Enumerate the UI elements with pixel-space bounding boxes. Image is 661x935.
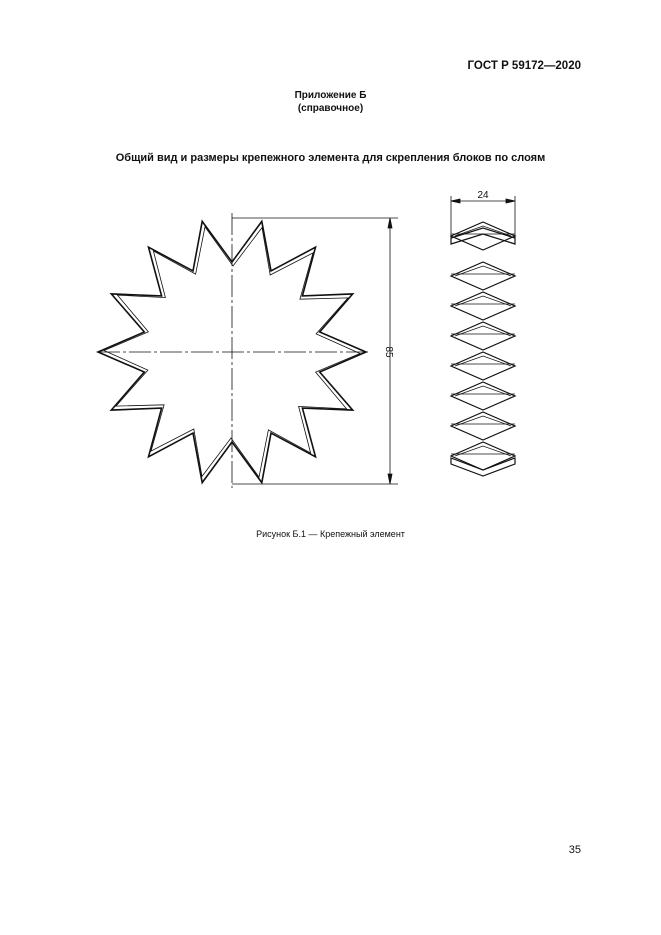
standard-number: ГОСТ Р 59172—2020 [467,60,581,72]
height-dimension-label: 85 [383,346,394,358]
height-dimension [232,218,398,484]
figure-caption: Рисунок Б.1 — Крепежный элемент [256,529,405,539]
width-dimension-label: 24 [477,190,489,201]
page-number: 35 [568,844,581,856]
appendix-title: Приложение Б [294,90,367,101]
appendix-subtitle: (справочное) [297,103,364,114]
section-heading: Общий вид и размеры крепежного элемента для скрепления блоков по слоям [115,152,546,164]
side-view [451,222,515,476]
center-lines [98,213,368,488]
